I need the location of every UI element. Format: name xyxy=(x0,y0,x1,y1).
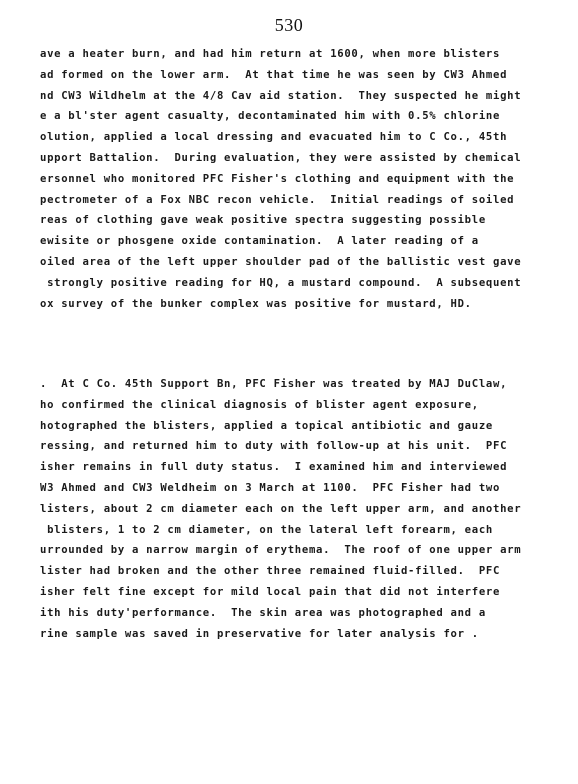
text-line: lister had broken and the other three remained fluid-filled. PFC xyxy=(40,565,501,578)
text-line: listers, about 2 cm diameter each on the left upper arm, and another xyxy=(40,502,522,515)
paragraph-1 xyxy=(40,44,570,314)
text-line: pectrometer of a Fox NBC recon vehicle. Initial readings of soiled xyxy=(40,193,515,206)
text-line: oiled area of the left upper shoulder pad of the ballistic vest gave xyxy=(40,255,522,268)
text-line: ox survey of the bunker complex was positive for mustard, HD. xyxy=(40,297,472,310)
text-line: ith his duty'performance. The skin area was photographed and a xyxy=(40,606,486,619)
text-line: isher felt fine except for mild local pain that did not interfere xyxy=(40,585,501,598)
text-line: . At C Co. 45th Support Bn, PFC Fisher was treated by MAJ DuClaw, xyxy=(40,378,508,390)
text-line: ewisite or phosgene oxide contamination. A later reading of a xyxy=(40,235,479,248)
text-line: hotographed the blisters, applied a topical antibiotic and gauze xyxy=(40,419,493,432)
paragraph-2 xyxy=(40,374,570,644)
text-line: ersonnel who monitored PFC Fisher's clothing and equipment with the xyxy=(40,172,515,185)
text-line: W3 Ahmed and CW3 Weldheim on 3 March at 1100. PFC Fisher had two xyxy=(40,481,501,494)
text-line: ho confirmed the clinical diagnosis of blister agent exposure, xyxy=(40,398,479,411)
text-line: urrounded by a narrow margin of erythema. The roof of one upper arm xyxy=(40,544,522,557)
text-line: blisters, 1 to 2 cm diameter, on the lateral left forearm, each xyxy=(40,523,493,536)
page-number: 530 xyxy=(274,15,304,35)
text-line: ressing, and returned him to duty with follow-up at his unit. PFC xyxy=(40,440,508,453)
text-line: ave a heater burn, and had him return at 1600, when more blisters xyxy=(40,48,501,60)
text-line: rine sample was saved in preservative for later analysis for . xyxy=(40,627,479,640)
text-line: strongly positive reading for HQ, a mustard compound. A subsequent xyxy=(40,276,522,289)
text-line: ad formed on the lower arm. At that time he was seen by CW3 Ahmed xyxy=(40,68,508,81)
text-line: olution, applied a local dressing and evacuated him to C Co., 45th xyxy=(40,131,508,144)
text-line: nd CW3 Wildhelm at the 4/8 Cav aid station. They suspected he might xyxy=(40,89,522,102)
text-line: isher remains in full duty status. I examined him and interviewed xyxy=(40,461,508,474)
text-line: e a bl'ster agent casualty, decontaminated him with 0.5% chlorine xyxy=(40,110,501,123)
text-line: upport Battalion. During evaluation, they were assisted by chemical xyxy=(40,151,522,164)
text-line: reas of clothing gave weak positive spectra suggesting possible xyxy=(40,214,486,227)
